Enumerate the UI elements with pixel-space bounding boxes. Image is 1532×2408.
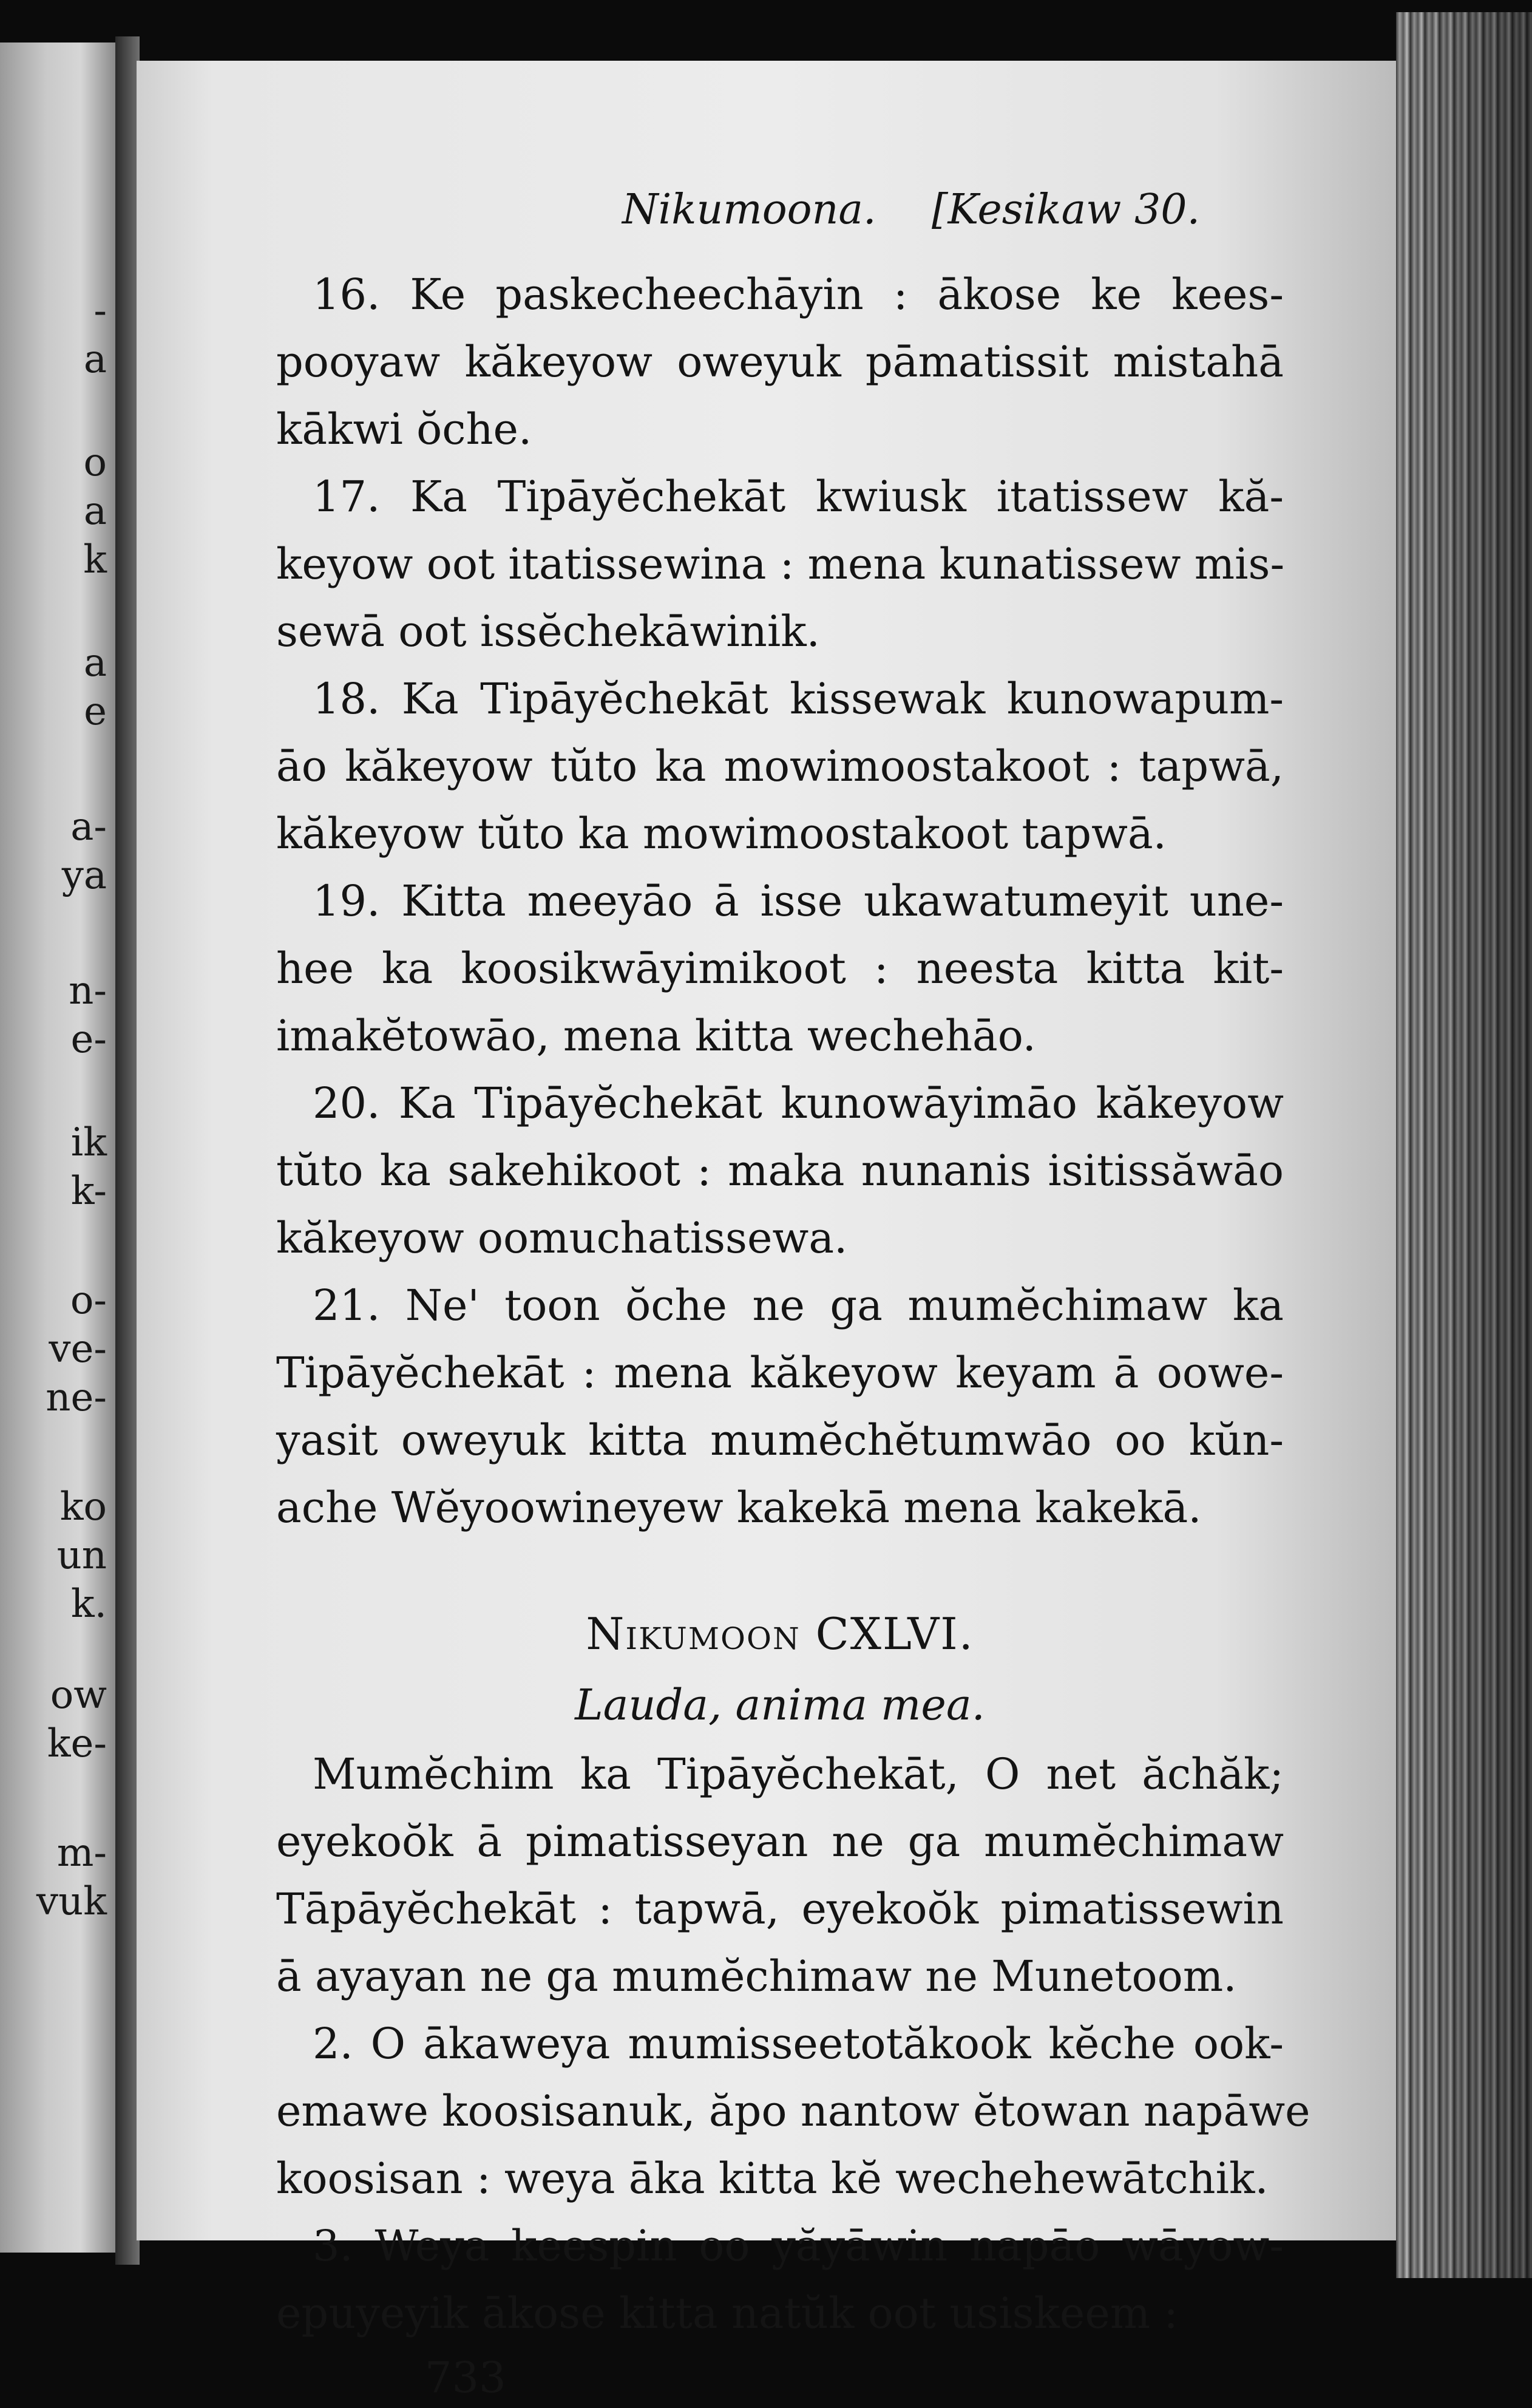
left-page-fragment: a- [70, 804, 107, 849]
verse-line: imakĕtowāo, mena kitta wechehāo. [276, 1011, 1036, 1061]
verse [276, 261, 1284, 463]
left-page-fragment: ke- [47, 1721, 107, 1766]
verse-line: pooyaw kăkeyow oweyuk pāmatissit mistahā [276, 337, 1284, 387]
verse-line: epuyeyik ākose kitta natŭk oot usiskeem : [276, 2288, 1178, 2338]
left-page-fragment: ik [70, 1120, 107, 1165]
verse-line: Tipāyĕchekāt : mena kăkeyow keyam ā oowe- [276, 1348, 1284, 1398]
verse-line: 2. O ākaweya mumisseetotăkook kĕche ook- [313, 2019, 1284, 2069]
left-page-fragment: o- [70, 1278, 107, 1323]
verse [276, 1272, 1284, 1542]
verse-line: 21. Ne' toon ŏche ne ga mumĕchimaw ka [313, 1281, 1284, 1330]
verse-line: Mumĕchim ka Tipāyĕchekāt, O net ăchăk; [313, 1749, 1284, 1799]
left-page-fragment: ya [61, 853, 107, 898]
running-head-title: Nikumoona. [622, 186, 876, 234]
left-page-fragment: o [83, 440, 107, 485]
verse-line: kăkeyow tŭto ka mowimoostakoot tapwā. [276, 809, 1167, 859]
running-head-date: [Kesikaw 30. [932, 186, 1201, 234]
verse-line: emawe koosisanuk, ăpo nantow ĕtowan napāwe [276, 2086, 1310, 2136]
psalm-heading-number: CXLVI. [815, 1608, 974, 1659]
verse-line: tŭto ka sakehikoot : maka nunanis isitissăwāo [276, 1146, 1284, 1195]
verse-line: āo kăkeyow tŭto ka mowimoostakoot : tapwā, [276, 741, 1284, 791]
verse [276, 2212, 1284, 2347]
verse [276, 1741, 1284, 2010]
running-head [276, 176, 1284, 261]
left-facing-page [0, 43, 115, 2253]
verse-line: sewā oot issĕchekāwinik. [276, 607, 820, 656]
verse-line: 16. Ke paskecheechāyin : ākose ke kees- [313, 270, 1284, 319]
verse-line: 18. Ka Tipāyĕchekāt kissewak kunowapum- [313, 674, 1284, 724]
left-page-fragment: vuk [36, 1879, 107, 1924]
left-page-fragment: a [83, 641, 107, 685]
verse-line: kākwi ŏche. [276, 404, 532, 454]
verse [276, 665, 1284, 868]
verses-bottom [276, 1741, 1310, 2347]
left-page-fragment: e [84, 689, 107, 734]
verse-line: hee ka koosikwāyimikoot : neesta kitta kit- [276, 944, 1284, 993]
left-page-fragment: k [83, 537, 107, 582]
left-page-fragment: n- [69, 968, 107, 1013]
verse-line: koosisan : weya āka kitta kĕ wechehewātchik. [276, 2154, 1269, 2203]
verse-line: keyow oot itatissewina : mena kunatissew mis- [276, 539, 1285, 589]
verse [276, 1070, 1284, 1272]
verse-line: kăkeyow oomuchatissewa. [276, 1213, 848, 1263]
page-edges-shade [1396, 12, 1532, 2278]
left-page-fragment: ne- [46, 1375, 107, 1420]
left-page-fragment: a [83, 337, 107, 382]
verse-line: 3. Weya keespin oo yăyāwin napāo wāyow- [313, 2221, 1284, 2271]
verses-top [276, 261, 1284, 1542]
left-page-fragment: ko [59, 1485, 107, 1529]
psalm-heading [276, 1599, 1284, 1669]
verse [276, 2010, 1310, 2212]
left-page-fragment: - [93, 288, 107, 333]
left-page-fragment: m- [56, 1831, 107, 1876]
verse-line: ā ayayan ne ga mumĕchimaw ne Munetoom. [276, 1951, 1237, 2001]
verse [276, 868, 1284, 1070]
page-gutter [115, 36, 140, 2265]
left-page-fragment: ow [50, 1673, 107, 1718]
verse-line: ache Wĕyoowineyew kakekā mena kakekā. [276, 1483, 1202, 1532]
verse-line: Tāpāyĕchekāt : tapwā, eyekoŏk pimatissewin [276, 1884, 1284, 1934]
verse-line: yasit oweyuk kitta mumĕchĕtumwāo oo kŭn- [276, 1415, 1284, 1465]
verse-line: eyekoŏk ā pimatisseyan ne ga mumĕchimaw [276, 1817, 1284, 1866]
psalm-motto: Lauda, anima mea. [575, 1680, 985, 1730]
left-page-fragment: k. [70, 1582, 107, 1627]
left-page-fragment: e- [70, 1017, 107, 1062]
psalm-heading-label: Nikumoon [586, 1608, 801, 1659]
verse-line: 17. Ka Tipāyĕchekāt kwiusk itatissew kă- [313, 472, 1284, 522]
left-page-fragment: un [56, 1533, 107, 1578]
left-page-fragment: ve- [49, 1327, 107, 1372]
page-number: 733 [425, 2353, 506, 2403]
verse-line: 19. Kitta meeyāo ā isse ukawatumeyit une- [313, 876, 1284, 926]
left-page-fragment: k- [70, 1169, 107, 1214]
verse [276, 463, 1284, 665]
left-page-fragment: a [83, 489, 107, 534]
page-text [276, 176, 1310, 2408]
verse-line: 20. Ka Tipāyĕchekāt kunowāyimāo kăkeyow [313, 1078, 1284, 1128]
